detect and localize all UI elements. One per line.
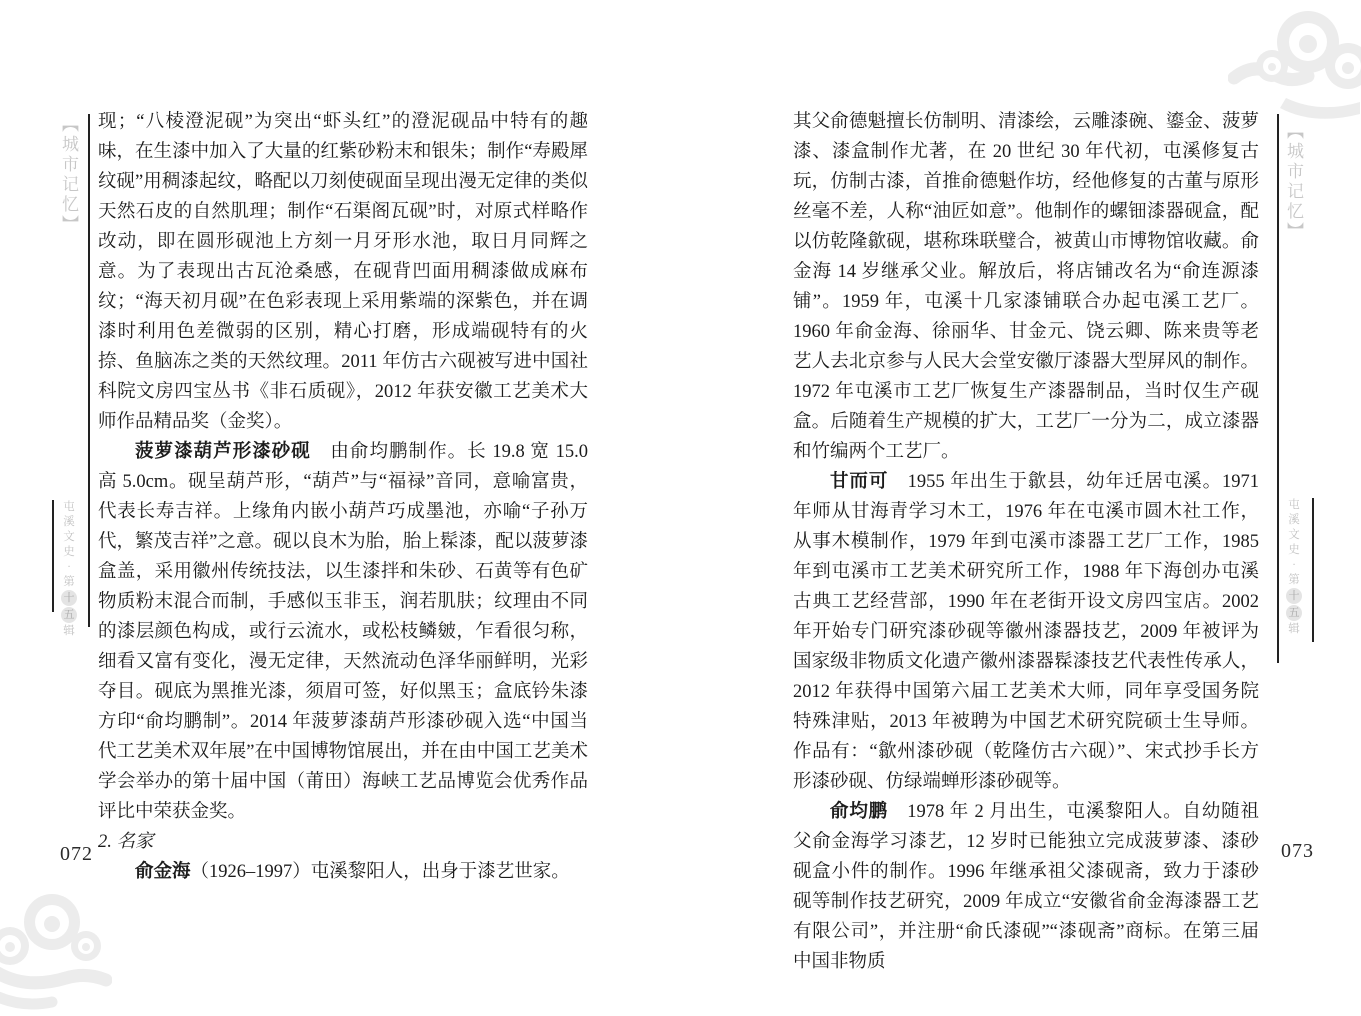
entry-name-bold: 菠萝漆葫芦形漆砂砚 bbox=[135, 442, 311, 462]
volume-label-char: 史 bbox=[1288, 543, 1300, 556]
paragraph bbox=[793, 107, 1259, 467]
paragraph-text: 其父俞德魁擅长仿制明、清漆绘，云雕漆碗、鎏金、菠萝漆、漆盒制作尤著，在 20 世纪 30 年代初，屯溪修复古玩，仿制古漆，首推俞德魁作坊，经他修复的古董与原形丝毫不差，人称“油匠如意”。他制作的螺钿漆器砚盒，配以仿乾隆歙砚，堪称珠联璧合，被黄山市博物馆收藏。俞金海 14 岁继承父业。解放后，将店铺改名为“俞连源漆铺”。1959 年，屯溪十几家漆铺联合办起屯溪工艺厂。1960 年俞金海、徐丽华、甘金元、饶云卿、陈来贵等老艺人去北京参与人民大会堂安徽厅漆器大型屏风的制作。1972 年屯溪市工艺厂恢复生产漆器制品，当时仅生产砚盒。后随着生产规模的扩大，工艺厂一分为二，成立漆器和竹编两个工艺厂。 bbox=[793, 112, 1259, 462]
section-heading bbox=[98, 827, 588, 857]
right-margin-rule bbox=[1277, 114, 1279, 663]
paragraph bbox=[98, 857, 588, 887]
paragraph-text: 1978 年 2 月出生，屯溪黎阳人。自幼随祖父俞金海学习漆艺，12 岁时已能独立完成菠萝漆、漆砂砚盒小件的制作。1996 年继承祖父漆砚斋，致力于漆砂砚等制作技艺研究，2009 年成立“安徽省俞金海漆器工艺有限公司”，并注册“俞氏漆砚”“漆砚斋”商标。在第三届中国非物质 bbox=[793, 802, 1259, 972]
paragraph bbox=[793, 467, 1259, 797]
paragraph bbox=[98, 437, 588, 827]
left-margin-series-title: 【城市记忆】 bbox=[59, 115, 78, 235]
right-margin-series-title: 【城市记忆】 bbox=[1284, 122, 1303, 242]
left-volume-rule bbox=[52, 500, 54, 612]
volume-label-char: 第 bbox=[63, 575, 75, 588]
paragraph-text: （1926–1997）屯溪黎阳人，出身于漆艺世家。 bbox=[190, 862, 570, 882]
volume-label-char: 五 bbox=[61, 607, 77, 623]
volume-label-char: 文 bbox=[1288, 528, 1300, 541]
volume-label-char: 屯 bbox=[1288, 498, 1300, 511]
left-margin-rule bbox=[88, 114, 90, 627]
right-page-number: 073 bbox=[1281, 840, 1314, 862]
entry-name-bold: 俞金海 bbox=[135, 862, 191, 882]
paragraph-text: 现；“八棱澄泥砚”为突出“虾头红”的澄泥砚品中特有的趣味，在生漆中加入了大量的红紫砂粉末和银朱；制作“寿殿犀纹砚”用稠漆起纹，略配以刀刻使砚面呈现出漫无定律的类似天然石皮的自然肌理；制作“石渠阁瓦砚”时，对原式样略作改动，即在圆形砚池上方刻一月牙形水池，取日月同辉之意。为了表现出古瓦沧桑感，在砚背凹面用稠漆做成麻布纹；“海天初月砚”在色彩表现上采用紫端的深紫色，并在调漆时利用色差微弱的区别，精心打磨，形成端砚特有的火捺、鱼脑冻之类的天然纹理。2011 年仿古六砚被写进中国社科院文房四宝丛书《非石质砚》，2012 年获安徽工艺美术大师作品精品奖（金奖）。 bbox=[98, 112, 588, 432]
volume-label-char: 辑 bbox=[1288, 622, 1300, 635]
volume-label-char: 屯 bbox=[63, 500, 75, 513]
paragraph bbox=[98, 107, 588, 437]
volume-label-char: 史 bbox=[63, 545, 75, 558]
paragraph-text: 由俞均鹏制作。长 19.8 宽 15.0 高 5.0cm。砚呈葫芦形，“葫芦”与“福禄”音同，意喻富贵，代表长寿吉祥。上缘角内嵌小葫芦巧成墨池，亦喻“子孙万代，繁茂吉祥”之意。砚以良木为胎，胎上髹漆，配以菠萝漆盒盖，采用徽州传统技法，以生漆拌和朱砂、石黄等有色矿物质粉末混合而制，手感似玉非玉，润若肌肤；纹理由不同的漆层颜色构成，或行云流水，或松枝鳞皴，乍看很匀称，细看又富有变化，漫无定律，天然流动色泽华丽鲜明，光彩夺目。砚底为黑推光漆，须眉可签，好似黑玉；盒底钤朱漆方印“俞均鹏制”。2014 年菠萝漆葫芦形漆砂砚入选“中国当代工艺美术双年展”在中国博物馆展出，并在由中国工艺美术学会举办的第十届中国（莆田）海峡工艺品博览会优秀作品评比中荣获金奖。 bbox=[98, 442, 588, 822]
paragraph bbox=[793, 797, 1259, 977]
volume-label-char: · bbox=[67, 560, 71, 573]
right-volume-label bbox=[1286, 497, 1302, 636]
volume-label-char: 溪 bbox=[63, 515, 75, 528]
entry-name-bold: 俞均鹏 bbox=[830, 802, 888, 822]
volume-label-char: 十 bbox=[1286, 588, 1302, 604]
right-volume-rule bbox=[1312, 498, 1314, 642]
volume-label-char: 溪 bbox=[1288, 513, 1300, 526]
volume-label-char: 五 bbox=[1286, 605, 1302, 621]
paragraph-text: 2. 名家 bbox=[98, 832, 154, 852]
volume-label-char: 辑 bbox=[63, 624, 75, 637]
left-volume-label bbox=[61, 499, 77, 638]
volume-label-char: 十 bbox=[61, 590, 77, 606]
right-page-text bbox=[793, 107, 1259, 977]
entry-name-bold: 甘而可 bbox=[830, 472, 889, 492]
cloud-ornament-bottom-left bbox=[0, 888, 112, 1016]
volume-label-char: · bbox=[1292, 558, 1296, 571]
paragraph-text: 1955 年出生于歙县，幼年迁居屯溪。1971 年师从甘海青学习木工，1976 年在屯溪市圆木社工作，从事木模制作，1979 年到屯溪市漆器工艺厂工作，1985 年到屯溪市工艺美术研究所工作，1988 年下海创办屯溪古典工艺经营部，1990 年在老街开设文房四宝店。2002 年开始专门研究漆砂砚等徽州漆器技艺，2009 年被评为国家级非物质文化遗产徽州漆器髹漆技艺代表性传承人，2012 年获得中国第六届工艺美术大师，同年享受国务院特殊津贴，2013 年被聘为中国艺术研究院硕士生导师。作品有：“歙州漆砂砚（乾隆仿古六砚）”、宋式抄手长方形漆砂砚、仿绿端蝉形漆砂砚等。 bbox=[793, 472, 1259, 792]
volume-label-char: 第 bbox=[1288, 573, 1300, 586]
left-page-number: 072 bbox=[60, 843, 93, 865]
left-page-text bbox=[98, 107, 588, 887]
volume-label-char: 文 bbox=[63, 530, 75, 543]
